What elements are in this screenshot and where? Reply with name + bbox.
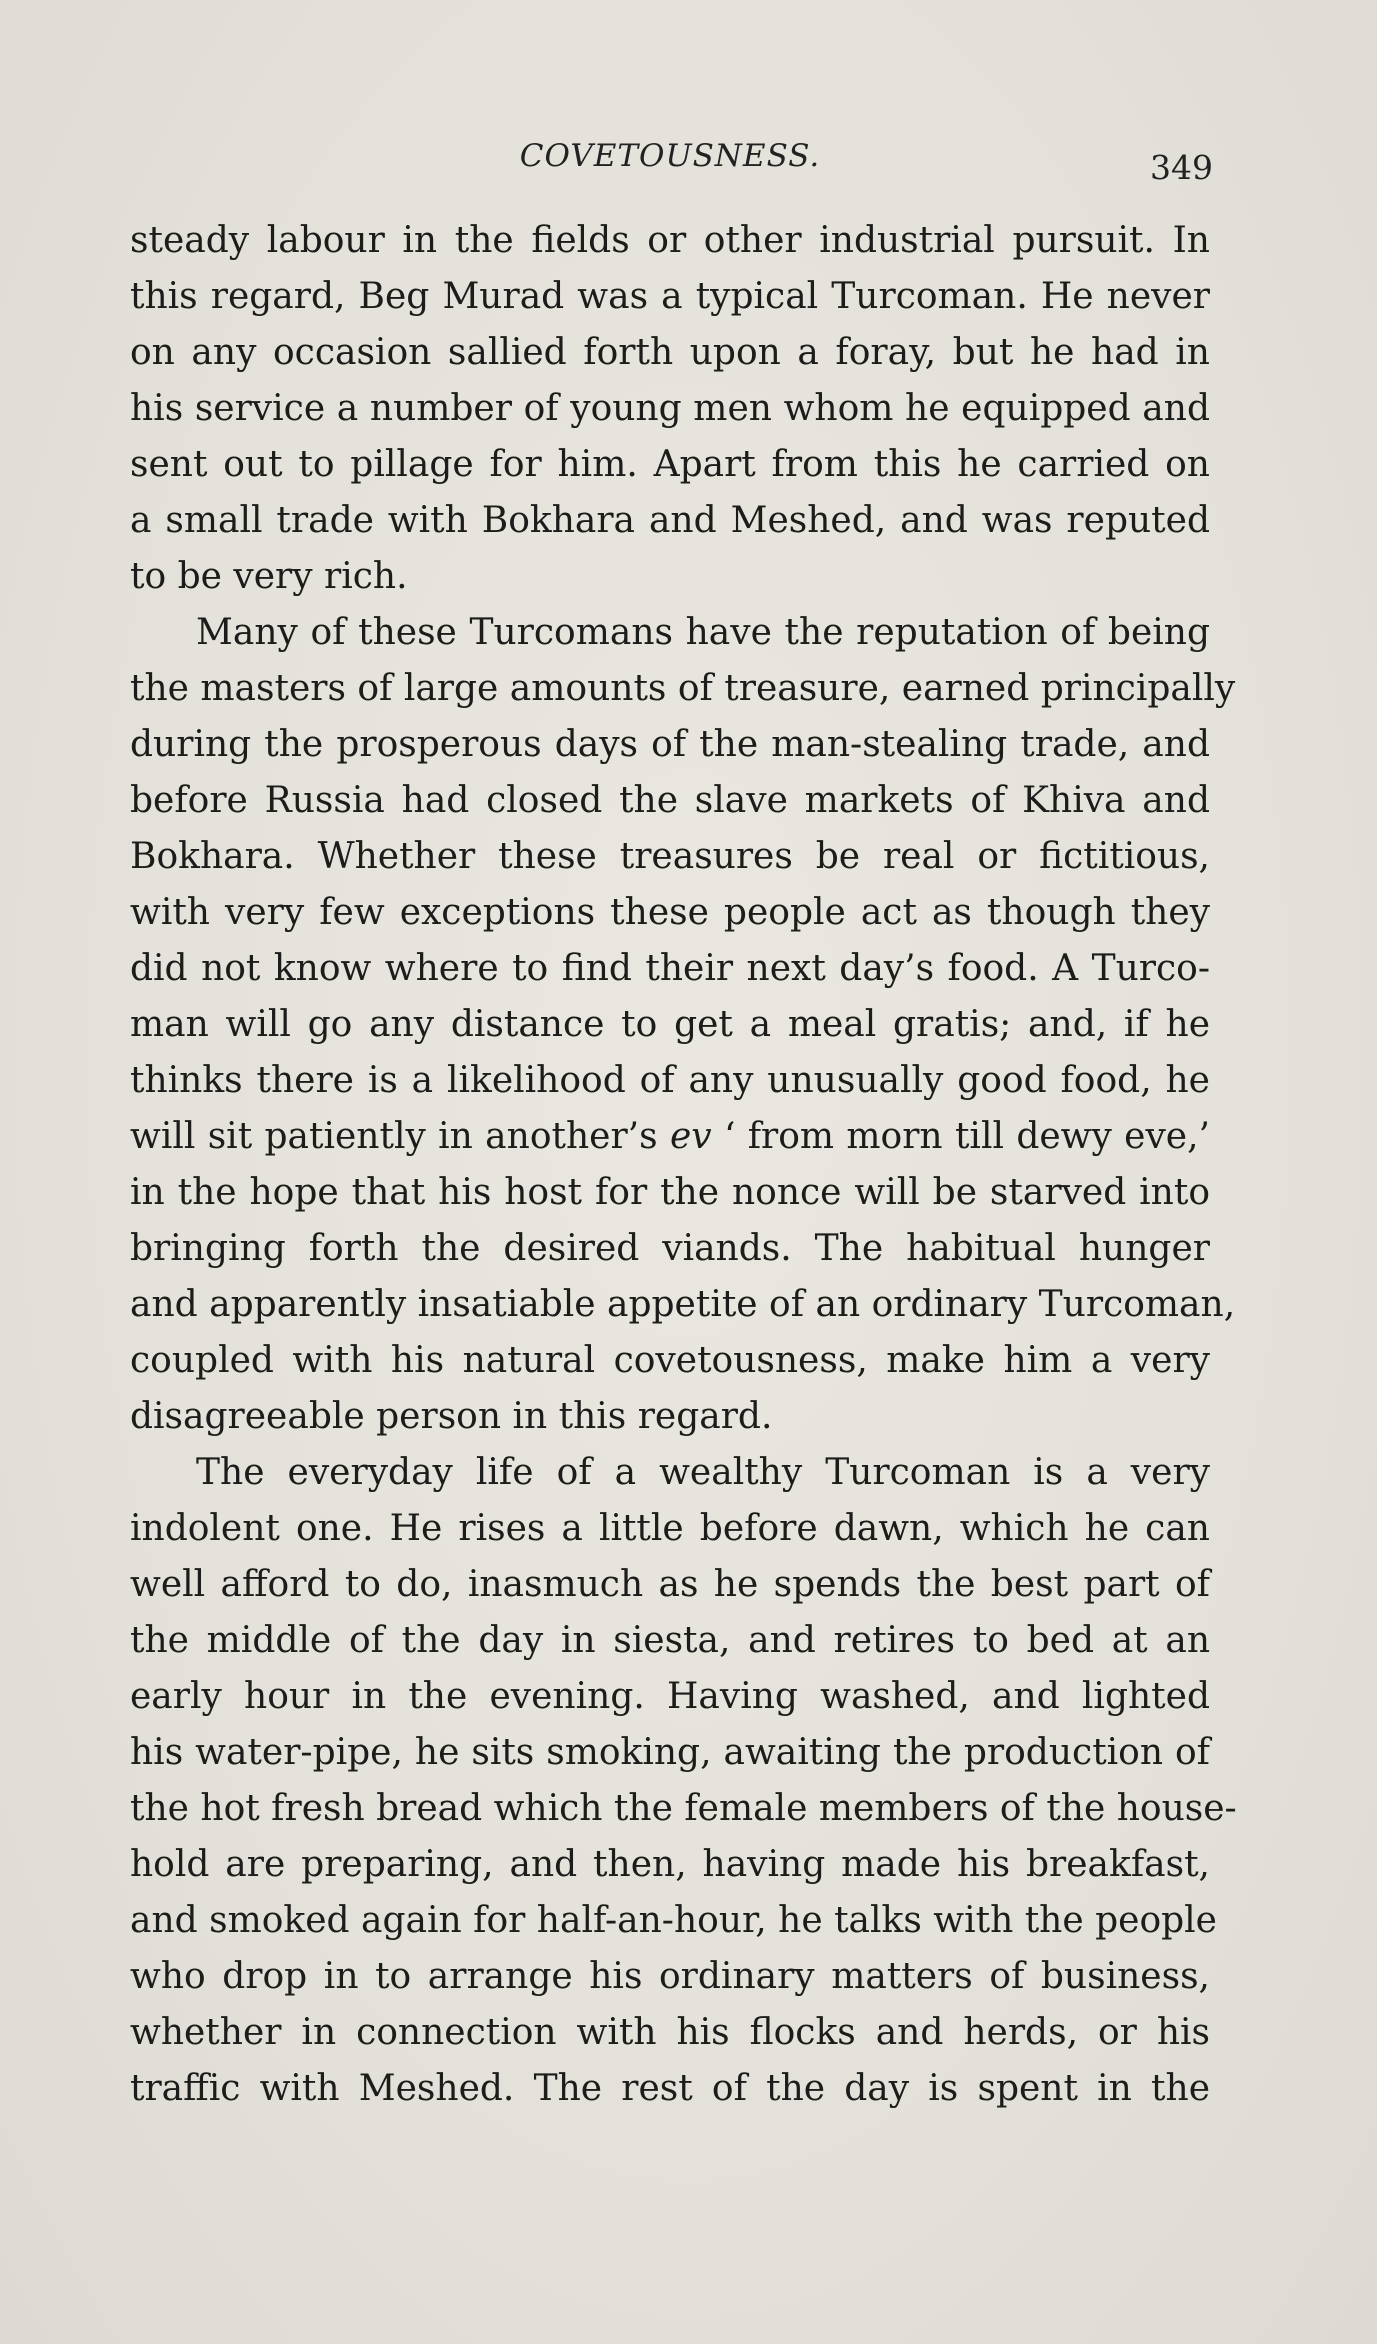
text-line: the middle of the day in siesta, and retires to bed at an bbox=[130, 1620, 1210, 1661]
text-line: whether in connection with his flocks and herds, or his bbox=[130, 2012, 1210, 2053]
text-line: in the hope that his host for the nonce will be starved into bbox=[130, 1172, 1210, 1213]
text-line: with very few exceptions these people act as though they bbox=[130, 892, 1210, 933]
text-line: The everyday life of a wealthy Turcoman is a very bbox=[196, 1452, 1210, 1493]
text-line: well afford to do, inasmuch as he spends the best part of bbox=[130, 1564, 1210, 1605]
text-line: will sit patiently in another’s ev ‘ from morn till dewy eve,’ bbox=[130, 1116, 1210, 1157]
text-line: his service a number of young men whom he equipped and bbox=[130, 388, 1210, 429]
text-line: and apparently insatiable appetite of an ordinary Turcoman, bbox=[130, 1284, 1236, 1325]
italic-word: ev bbox=[669, 1116, 712, 1157]
text-line: the hot fresh bread which the female members of the house- bbox=[130, 1788, 1237, 1829]
text-line: thinks there is a likelihood of any unusually good food, he bbox=[130, 1060, 1210, 1101]
text-line: who drop in to arrange his ordinary matters of business, bbox=[130, 1956, 1210, 1997]
text-line: coupled with his natural covetousness, make him a very bbox=[130, 1340, 1210, 1381]
text-line: Bokhara. Whether these treasures be real or fictitious, bbox=[130, 836, 1210, 877]
text-line: on any occasion sallied forth upon a foray, but he had in bbox=[130, 332, 1210, 373]
text-line: his water-pipe, he sits smoking, awaiting the production of bbox=[130, 1732, 1210, 1773]
page-number: 349 bbox=[1150, 148, 1213, 187]
text-line: disagreeable person in this regard. bbox=[130, 1396, 773, 1437]
text-line: bringing forth the desired viands. The habitual hunger bbox=[130, 1228, 1210, 1269]
text-line: did not know where to find their next day’s food. A Turco- bbox=[130, 948, 1210, 989]
text-line: sent out to pillage for him. Apart from this he carried on bbox=[130, 444, 1210, 485]
text-line: the masters of large amounts of treasure, earned principally bbox=[130, 668, 1236, 709]
text-line: steady labour in the fields or other industrial pursuit. In bbox=[130, 220, 1210, 261]
text-line: to be very rich. bbox=[130, 556, 408, 597]
text-line: during the prosperous days of the man-stealing trade, and bbox=[130, 724, 1210, 765]
running-head: COVETOUSNESS. bbox=[519, 138, 821, 174]
text-line: man will go any distance to get a meal gratis; and, if he bbox=[130, 1004, 1210, 1045]
text-line: before Russia had closed the slave markets of Khiva and bbox=[130, 780, 1210, 821]
text-line: early hour in the evening. Having washed, and lighted bbox=[130, 1676, 1210, 1717]
text-line: traffic with Meshed. The rest of the day is spent in the bbox=[130, 2068, 1210, 2109]
text-line: a small trade with Bokhara and Meshed, and was reputed bbox=[130, 500, 1210, 541]
body-text bbox=[130, 213, 1237, 2117]
text-line: this regard, Beg Murad was a typical Turcoman. He never bbox=[130, 276, 1210, 317]
text-line: Many of these Turcomans have the reputation of being bbox=[196, 612, 1210, 653]
text-line: hold are preparing, and then, having made his breakfast, bbox=[130, 1844, 1210, 1885]
text-line: and smoked again for half-an-hour, he talks with the people bbox=[130, 1900, 1217, 1941]
text-line: indolent one. He rises a little before dawn, which he can bbox=[130, 1508, 1210, 1549]
